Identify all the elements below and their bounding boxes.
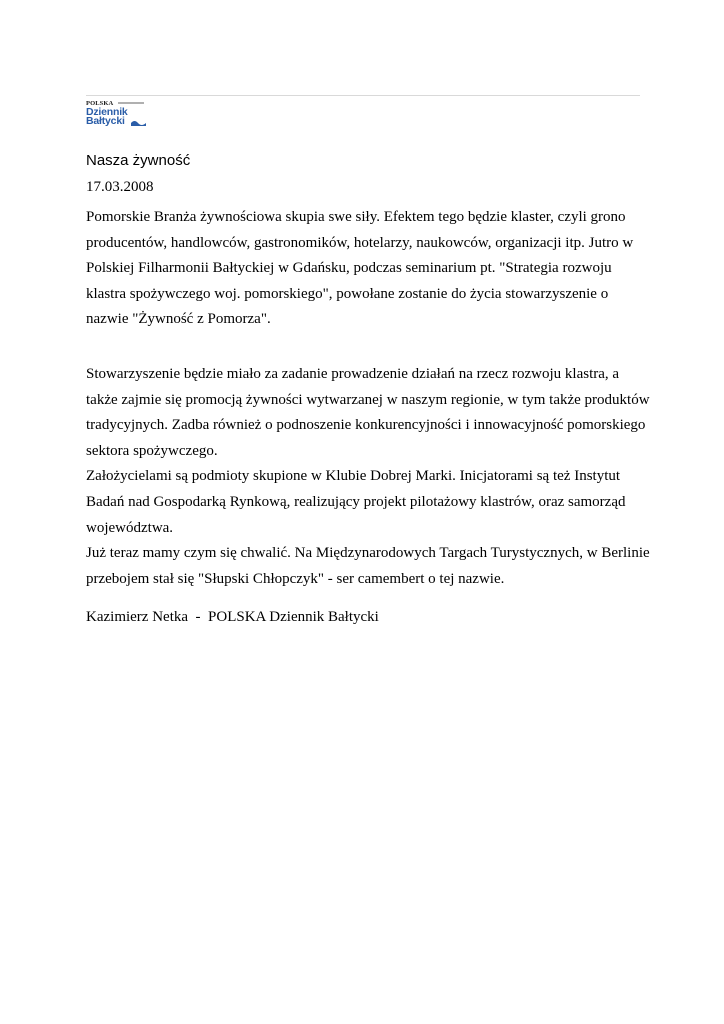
logo-line-2: Bałtycki: [86, 115, 125, 127]
article-byline: Kazimierz Netka - POLSKA Dziennik Bałtycki: [86, 609, 379, 625]
paragraph-line: także zajmie się promocją żywności wytwarzanej w naszym regionie, w tym także produktów: [86, 391, 650, 408]
paragraph-line: Już teraz mamy czym się chwalić. Na Międzynarodowych Targach Turystycznych, w Berlinie: [86, 545, 650, 562]
paragraph-line: Stowarzyszenie będzie miało za zadanie prowadzenie działań na rzecz rozwoju klastra, a: [86, 366, 620, 382]
logo-small-rule: [118, 102, 144, 104]
header-rule: [86, 95, 640, 96]
article-title: Nasza żywność: [86, 152, 191, 169]
article-date: 17.03.2008: [86, 179, 154, 195]
paragraph-line: sektora spożywczego.: [86, 442, 218, 459]
paragraph-line: Polskiej Filharmonii Bałtyckiej w Gdańsku, podczas seminarium pt. "Strategia rozwoju: [86, 260, 612, 277]
logo-top-text: POLSKA: [86, 100, 114, 107]
paragraph-line: klastra spożywczego woj. pomorskiego", powołane zostanie do życia stowarzyszenie o: [86, 285, 609, 302]
newspaper-logo: [86, 100, 146, 127]
paragraph-line: Pomorskie Branża żywnościowa skupia swe siły. Efektem tego będzie klaster, czyli grono: [86, 209, 626, 225]
paragraph-line: Założycielami są podmioty skupione w Klubie Dobrej Marki. Inicjatorami są też Instytut: [86, 468, 621, 485]
paragraph-line: Badań nad Gospodarką Rynkową, realizujący projekt pilotażowy klastrów, oraz samorząd: [86, 493, 626, 510]
paragraph-line: nazwie "Żywność z Pomorza".: [86, 311, 271, 328]
logo-wave-icon: [131, 118, 146, 126]
article-paragraph-1: [86, 205, 646, 333]
paragraph-line: producentów, handlowców, gastronomików, hotelarzy, naukowców, organizacji itp. Jutro w: [86, 234, 634, 251]
paragraph-line: województwa.: [86, 519, 174, 536]
logo-line-1: Dziennik: [86, 106, 128, 118]
article-paragraph-2: [86, 362, 650, 592]
paragraph-line: przebojem stał się "Słupski Chłopczyk" - ser camembert o tej nazwie.: [86, 570, 505, 587]
paragraph-line: tradycyjnych. Zadba również o podnoszenie konkurencyjności i innowacyjność pomorskiego: [86, 417, 646, 434]
